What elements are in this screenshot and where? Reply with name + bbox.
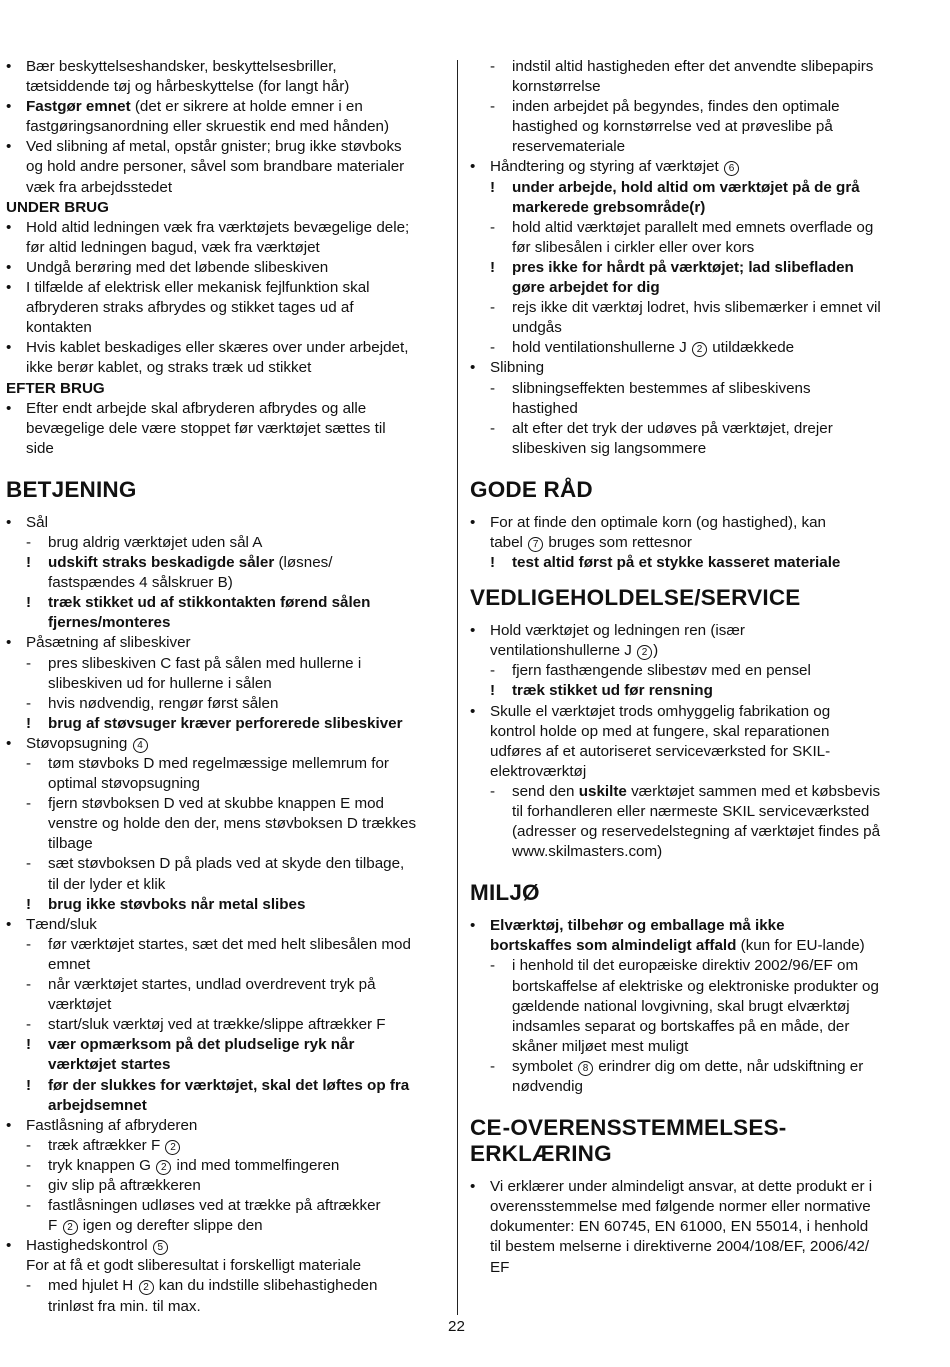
- list-item: • I tilfælde af elektrisk eller mekanisk fejlfunktion skal: [6, 279, 370, 297]
- figure-ref-4: 4: [133, 738, 148, 753]
- safety-item-gloves: • Bær beskyttelseshandsker, beskyttelsesbriller,: [6, 58, 337, 75]
- safety-item-fasten: • Fastgør emnet (det er sikrere at holde emner i en: [6, 98, 363, 116]
- figure-ref-2: 2: [692, 342, 707, 357]
- section-title-under-brug: UNDER BRUG: [6, 198, 109, 216]
- list-item: • Hastighedskontrol 5: [6, 1236, 448, 1256]
- figure-ref-2: 2: [637, 645, 652, 660]
- list-item: • Fastlåsning af afbryderen: [6, 1116, 198, 1134]
- list-item: • Støvopsugning 4: [6, 734, 448, 754]
- heading-betjening: BETJENING: [6, 476, 137, 502]
- list-item: • Sål: [6, 513, 48, 531]
- ce-mark-icon: CE: [470, 1115, 502, 1141]
- section-title-efter-brug: EFTER BRUG: [6, 379, 105, 397]
- figure-ref-2: 2: [165, 1140, 180, 1155]
- list-item: • Tænd/sluk: [6, 915, 97, 933]
- list-item: • For at finde den optimale korn (og hastighed), kan: [470, 513, 827, 531]
- list-item: • Vi erklærer under almindeligt ansvar, at dette produkt er i: [470, 1178, 873, 1196]
- list-item: • Efter endt arbejde skal afbryderen afbrydes og alle: [6, 399, 367, 417]
- list-item: • Hold altid ledningen væk fra værktøjets bevægelige dele;: [6, 218, 410, 236]
- heading-miljo: MILJØ: [470, 880, 540, 906]
- heading-gode-raad: GODE RÅD: [470, 476, 593, 502]
- heading-overensstemmelse: CE-OVERENSSTEMMELSES-: [470, 1115, 787, 1141]
- figure-ref-7: 7: [528, 537, 543, 552]
- list-item: • Slibning: [470, 359, 545, 377]
- safety-item-sparks: • Ved slibning af metal, opstår gnister; brug ikke støvboks: [6, 138, 402, 156]
- list-item: • Undgå berøring med det løbende slibeskiven: [6, 258, 329, 276]
- list-item: • Håndtering og styring af værktøjet 6: [470, 157, 916, 177]
- figure-ref-2: 2: [139, 1280, 154, 1295]
- page-number: 22: [448, 1318, 465, 1335]
- figure-ref-8: 8: [578, 1061, 593, 1076]
- figure-ref-2: 2: [63, 1220, 78, 1235]
- list-item: • Påsætning af slibeskiver: [6, 634, 191, 652]
- right-column: - indstil altid hastigheden efter det anvendte slibepapirs kornstørrelse - inden arbejdet på begyndes, findes den optimale hastighed og kornstørrelse ved at prøveslibe på reservemateriale • Håndtering og styring af værktøjet 6 ! under arbejde, hold altid om værktøjet på de grå markerede grebsområde(r) - hold altid værktøjet parallelt med emnets overflade og før slibesålen i cirkler eller over kors ! pres ikke for hårdt på værktøjet; lad slibefladen gøre arbejdet for dig - rejs ikke dit værktøj lodret, hvis slibemærker i emnet vil undgås - hold ventilationshullerne J 2 utildækkede • Slibning - slibningseffekten bestemmes af slibeskivens hastighed - alt efter det tryk der udøves på værktøjet, drejer slibeskiven sig langsommere GODE RÅD • For at finde den optimale korn (og hastighed), kan tabel 7 bruges som rettesnor ! test altid først på et stykke kasseret materiale VEDLIGEHOLDELSE/SERVICE • Hold værktøjet og ledningen ren (især ventilationshullerne J 2 ) - fjern fasthængende slibestøv med en pensel ! træk stikket ud før rensning • Skulle el værktøjet trods omhyggelig fabrikation og kontrol holde op med at fungere, skal reparationen udføres af et autoriseret serviceværksted for SKIL- elektroværktøj - send den uskilte værktøjet sammen med et købsbevis til forhandleren eller nærmeste SKIL serviceværksted (adresser og reservedelstegning af værktøjet findes på www.skilmasters.com) MILJØ • Elværktøj, tilbehør og emballage må ikke bortskaffes som almindeligt affald (kun for EU-lande) - i henhold til det europæiske direktiv 2002/96/EF om bortskaffelse af elektriske og elektroniske produkter og gældende national lovgivning, skal brugt elværktøj indsamles separat og bortskaffes på en måde, der skåner miljøet mest muligt - symbolet 8 erindrer dig om dette, når udskiftning er nødvendig CE-OVERENSSTEMMELSES- ERKLÆRING • Vi erklærer under almindeligt ansvar, at dette produkt er i overensstemmelse med følgende normer eller normative dokumenter: EN 60745, EN 61000, EN 55014, i henhold til bestem melserne i direktiverne 2004/108/EF, 2006/42/ EF: [470, 57, 916, 1278]
- column-divider: [457, 60, 458, 1315]
- figure-ref-6: 6: [724, 161, 739, 176]
- list-item: • Elværktøj, tilbehør og emballage må ikke: [470, 917, 785, 935]
- figure-ref-5: 5: [153, 1240, 168, 1255]
- left-column: • Bær beskyttelseshandsker, beskyttelsesbriller, tætsiddende tøj og hårbeskyttelse (for langt hår) • Fastgør emnet (det er sikrere at holde emner i en fastgøringsanordning eller skruestik end med hånden) • Ved slibning af metal, opstår gnister; brug ikke støvboks og hold andre personer, såvel som brandbare materialer væk fra arbejdsstedet UNDER BRUG • Hold altid ledningen væk fra værktøjets bevægelige dele; før altid ledningen bagud, væk fra værktøjet • Undgå berøring med det løbende slibeskiven • I tilfælde af elektrisk eller mekanisk fejlfunktion skal afbryderen straks afbrydes og stikket tages ud af kontakten • Hvis kablet beskadiges eller skæres over under arbejdet, ikke berør kablet, og straks træk ud stikket EFTER BRUG • Efter endt arbejde skal afbryderen afbrydes og alle bevægelige dele være stoppet før værktøjet sættes til side BETJENING • Sål - brug aldrig værktøjet uden sål A ! udskift straks beskadigde såler (løsnes/ fastspændes 4 sålskruer B) ! træk stikket ud af stikkontakten førend sålen fjernes/monteres • Påsætning af slibeskiver - pres slibeskiven C fast på sålen med hullerne i slibeskiven ud for hullerne i sålen - hvis nødvendig, rengør først sålen ! brug af støvsuger kræver perforerede slibeskiver • Støvopsugning 4 - tøm støvboks D med regelmæssige mellemrum for optimal støvopsugning - fjern støvboksen D ved at skubbe knappen E mod venstre og holde den der, mens støvboksen D trækkes tilbage - sæt støvboksen D på plads ved at skyde den tilbage, til der lyder et klik ! brug ikke støvboks når metal slibes • Tænd/sluk - før værktøjet startes, sæt det med helt slibesålen mod emnet - når værktøjet startes, undlad overdrevent tryk på værktøjet - start/sluk værktøj ved at trække/slippe aftrækker F ! vær opmærksom på det pludselige ryk når værktøjet startes ! før der slukkes for værktøjet, skal det løftes op fra arbejdsemnet • Fastlåsning af afbryderen - træk aftrækker F 2 - tryk knappen G 2 ind med tommelfingeren - giv slip på aftrækkeren - fastlåsningen udløses ved at trække på aftrækker F 2 igen og derefter slippe den • Hastighedskontrol 5 For at få et godt sliberesultat i forskelligt materiale - med hjulet H 2 kan du indstille slibehastigheden trinløst fra min. til max.: [6, 57, 448, 1317]
- list-item: • Hvis kablet beskadiges eller skæres over under arbejdet,: [6, 339, 409, 357]
- figure-ref-2: 2: [156, 1160, 171, 1175]
- list-item: • Skulle el værktøjet trods omhyggelig fabrikation og: [470, 702, 831, 720]
- heading-vedligeholdelse: VEDLIGEHOLDELSE/SERVICE: [470, 585, 801, 611]
- list-item: • Hold værktøjet og ledningen ren (især: [470, 622, 745, 640]
